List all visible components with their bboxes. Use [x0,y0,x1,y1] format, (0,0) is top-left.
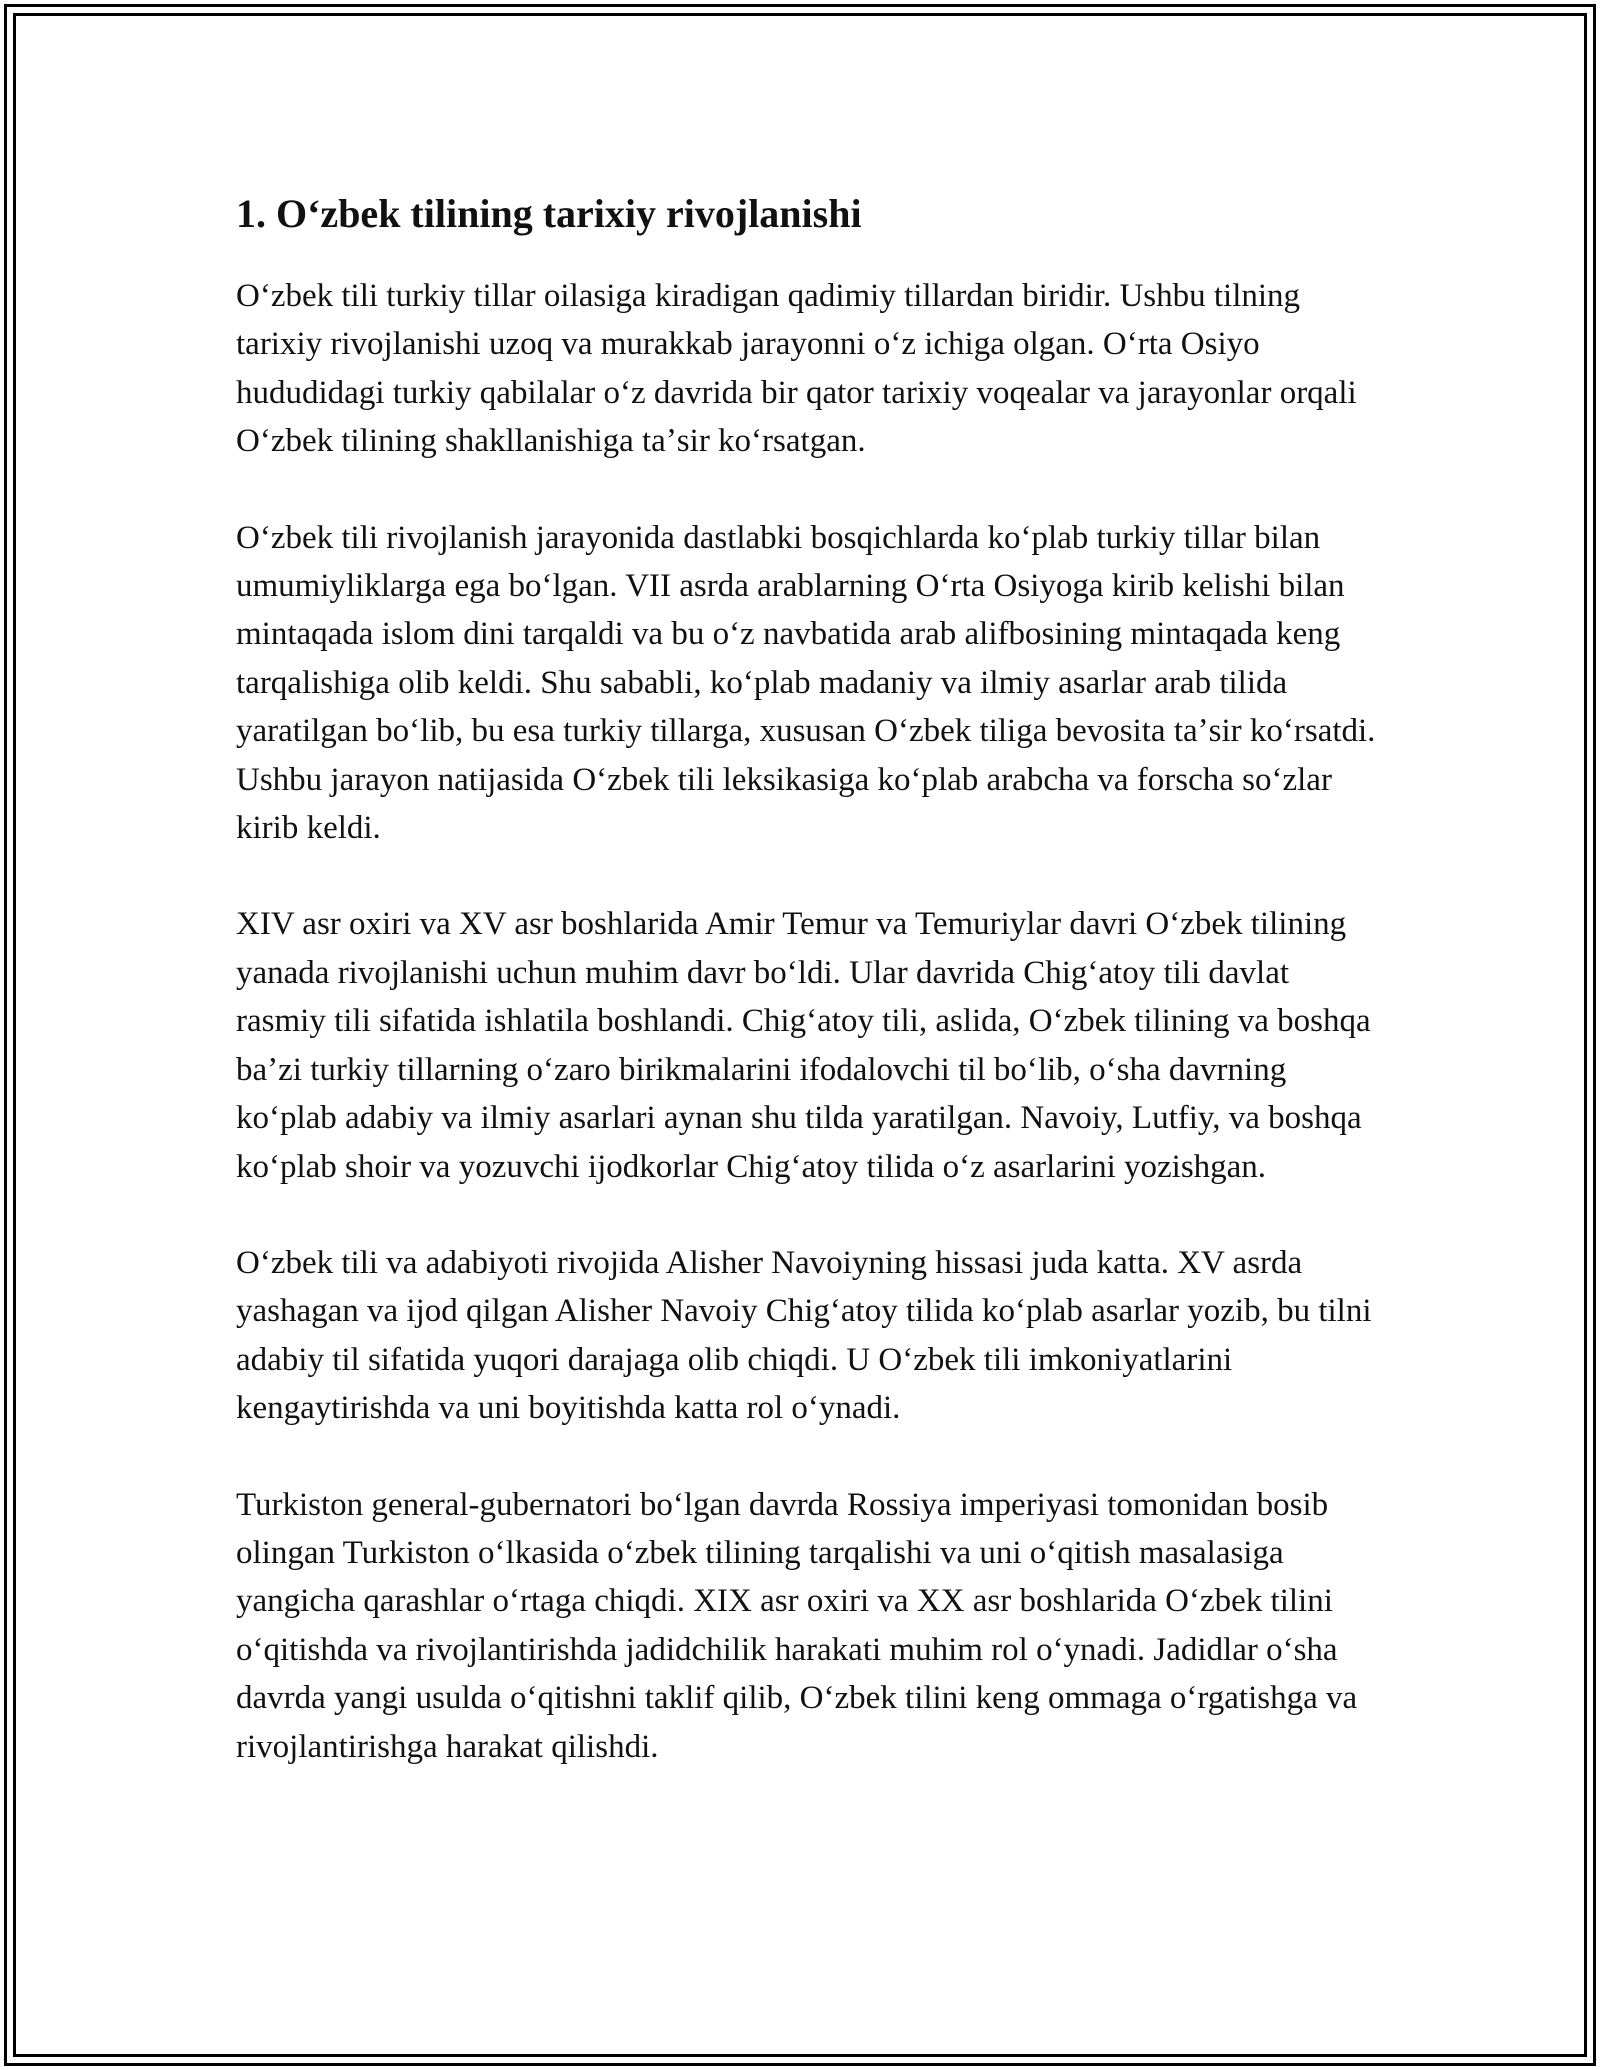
paragraph-5: Turkiston general-gubernatori boʻlgan davrda Rossiya imperiyasi tomonidan bosib olingan Turkiston oʻlkasida oʻzbek tilining tarqalishi va uni oʻqitish masalasiga yangicha qarashlar oʻrtaga chiqdi. XIX asr oxiri va XX asr boshlarida Oʻzbek tilini oʻqitishda va rivojlantirishda jadidchilik harakati muhim rol oʻynadi. Jadidlar oʻsha davrda yangi usulda oʻqitishni taklif qilib, Oʻzbek tilini keng ommaga oʻrgatishga va rivojlantirishga harakat qilishdi. [236,1486,1358,1765]
paragraph-2: Oʻzbek tili rivojlanish jarayonida dastlabki bosqichlarda koʻplab turkiy tillar bilan umumiyliklarga ega boʻlgan. VII asrda arablarning Oʻrta Osiyoga kirib kelishi bilan mintaqada islom dini tarqaldi va bu oʻz navbatida arab alifbosining mintaqada keng tarqalishiga olib keldi. Shu sababli, koʻplab madaniy va ilmiy asarlar arab tilida yaratilgan boʻlib, bu esa turkiy tillarga, xususan Oʻzbek tiliga bevosita taʼsir koʻrsatdi. Ushbu jarayon natijasida Oʻzbek tili leksikasiga koʻplab arabcha va forscha soʻzlar kirib keldi. [236,519,1376,847]
paragraph-3: XIV asr oxiri va XV asr boshlarida Amir Temur va Temuriylar davri Oʻzbek tilining yanada rivojlanishi uchun muhim davr boʻldi. Ular davrida Chigʻatoy tili davlat rasmiy tili sifatida ishlatila boshlandi. Chigʻatoy tili, aslida, Oʻzbek tilining va boshqa baʼzi turkiy tillarning oʻzaro birikmalarini ifodalovchi til boʻlib, oʻsha davrning koʻplab adabiy va ilmiy asarlari aynan shu tilda yaratilgan. Navoiy, Lutfiy, va boshqa koʻplab shoir va yozuvchi ijodkorlar Chigʻatoy tilida oʻz asarlarini yozishgan. [236,906,1371,1185]
section-heading: 1. Oʻzbek tilining tarixiy rivojlanishi [236,191,862,236]
document-body [236,186,1376,1771]
paragraph-1: Oʻzbek tili turkiy tillar oilasiga kiradigan qadimiy tillardan biridir. Ushbu tilning tarixiy rivojlanishi uzoq va murakkab jarayonni oʻz ichiga olgan. Oʻrta Osiyo hududidagi turkiy qabilalar oʻz davrida bir qator tarixiy voqealar va jarayonlar orqali Oʻzbek tilining shakllanishiga taʼsir koʻrsatgan. [236,278,1357,460]
paragraph-4: Oʻzbek tili va adabiyoti rivojida Alisher Navoiyning hissasi juda katta. XV asrda yashagan va ijod qilgan Alisher Navoiy Chigʻatoy tilida koʻplab asarlar yozib, bu tilni adabiy til sifatida yuqori darajaga olib chiqdi. U Oʻzbek tili imkoniyatlarini kengaytirishda va uni boyitishda katta rol oʻynadi. [236,1244,1372,1427]
